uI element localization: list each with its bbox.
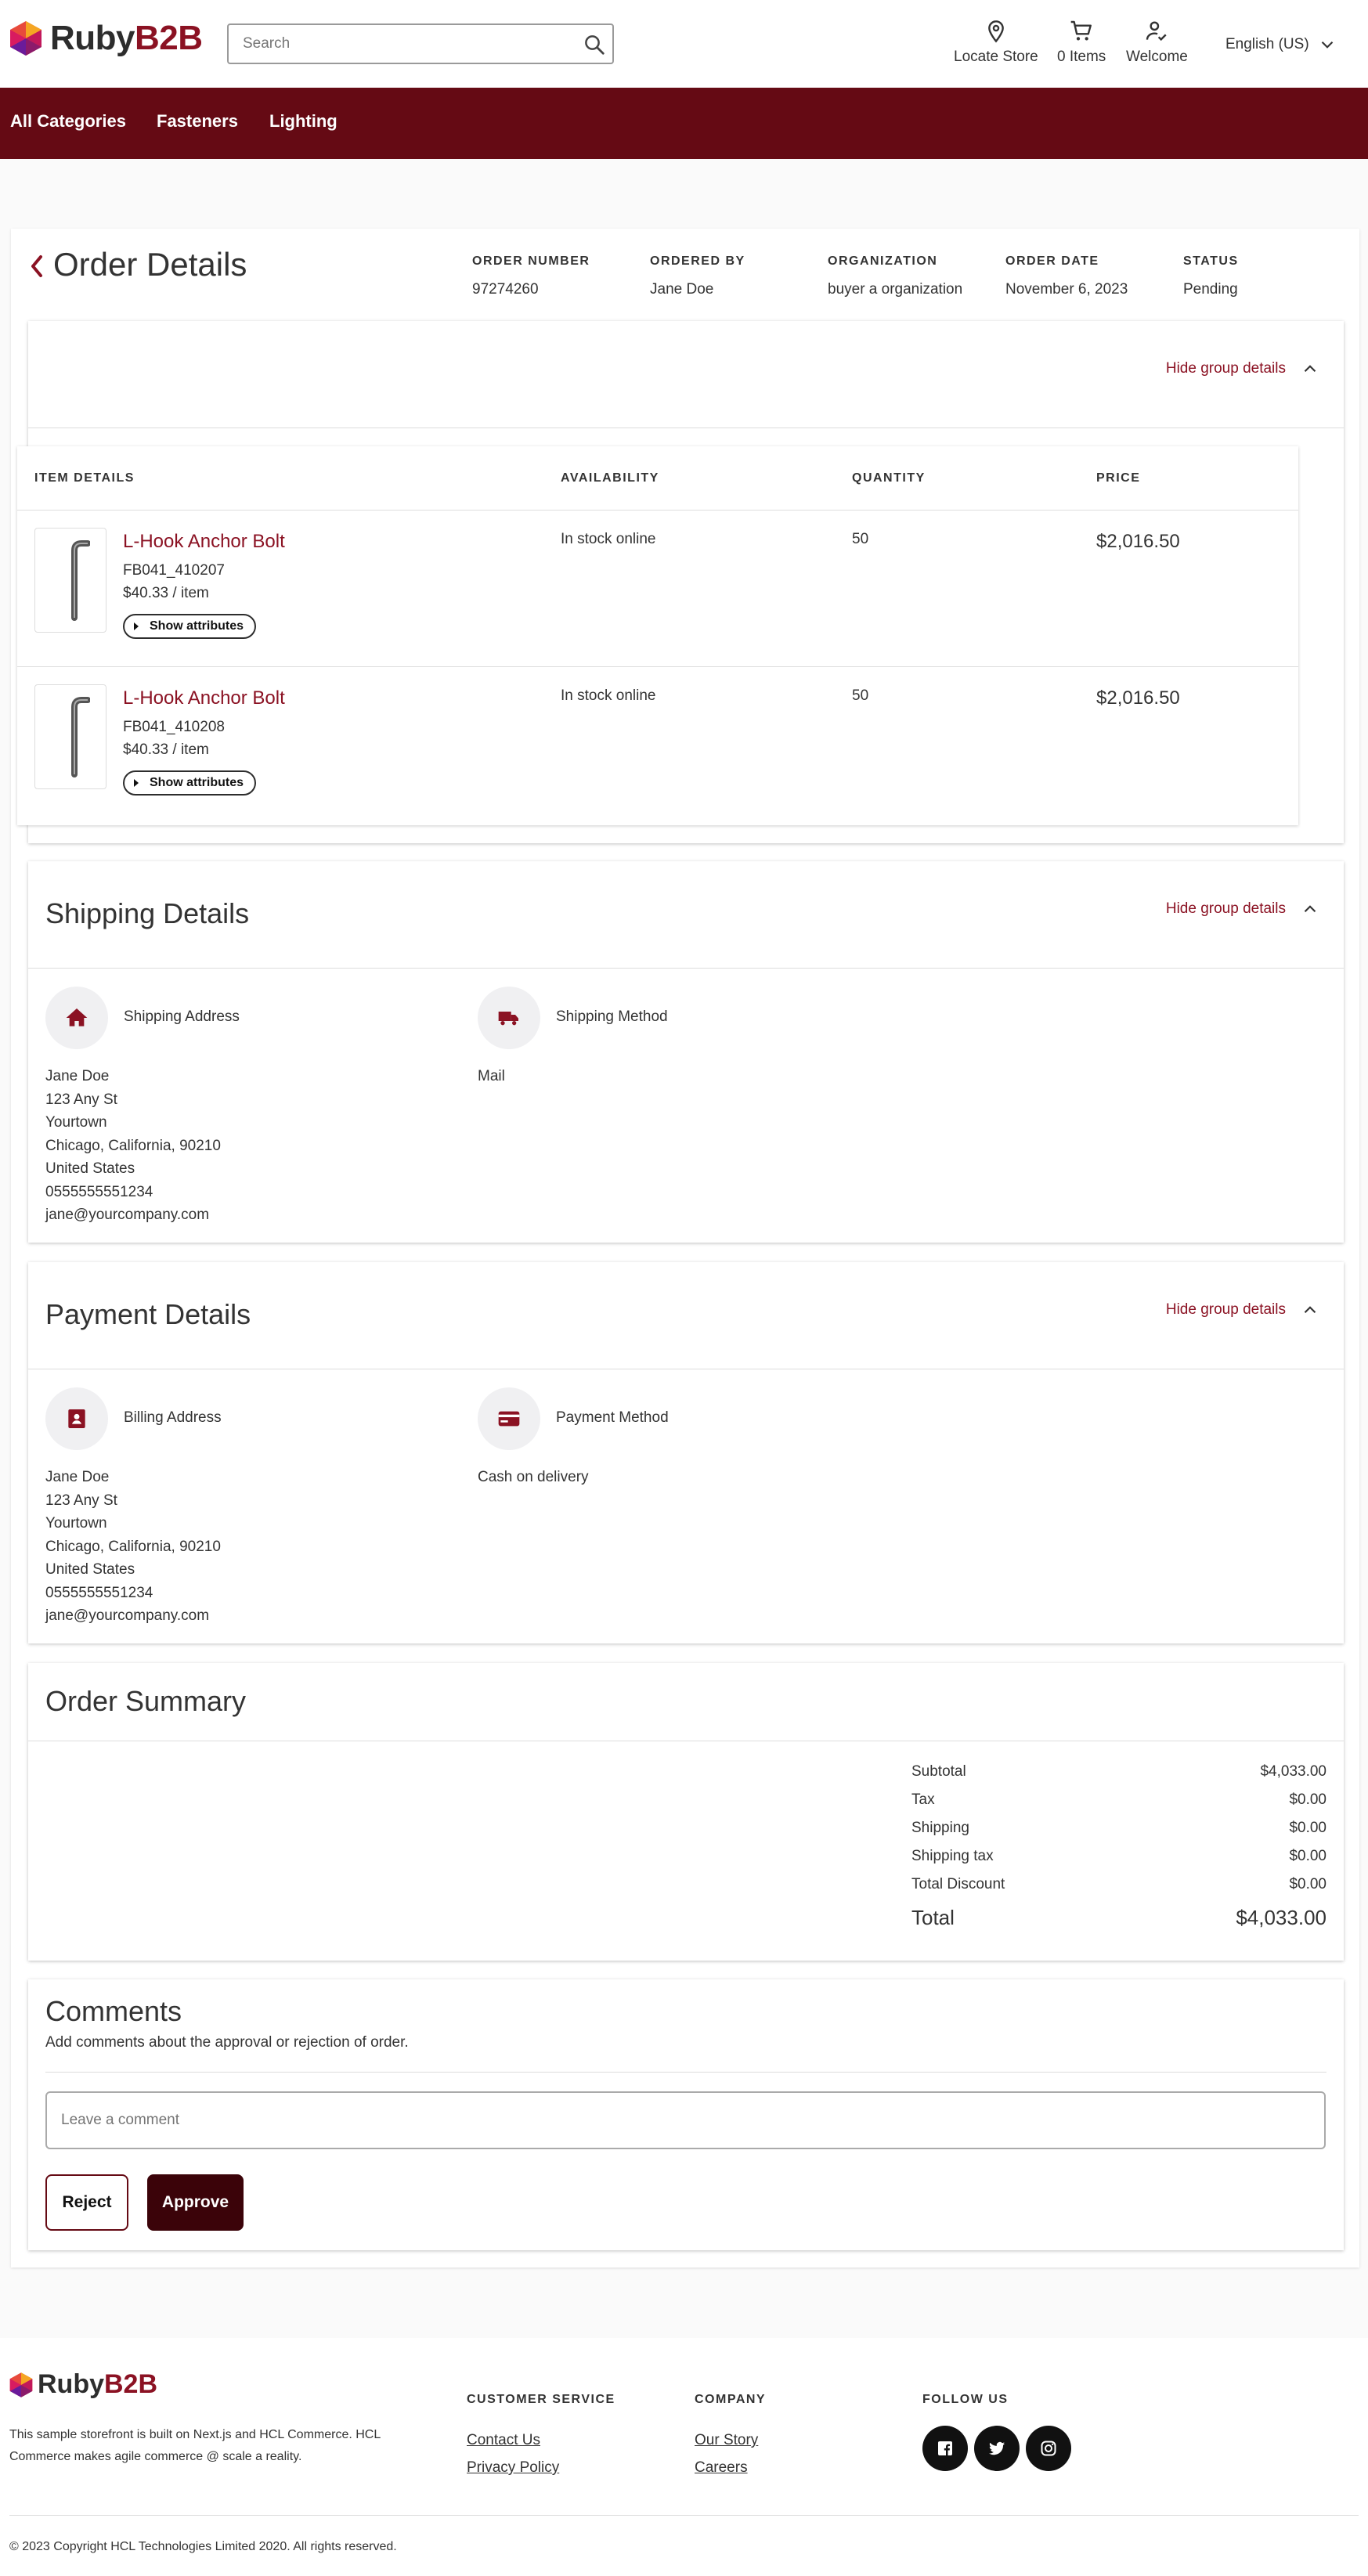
product-name-link[interactable]: L-Hook Anchor Bolt <box>123 531 285 552</box>
cart-link[interactable] <box>1057 19 1106 66</box>
summary-value: $0.00 <box>1289 1876 1326 1892</box>
meta-label: ORDERED BY <box>650 254 745 268</box>
payment-method-icon-circle <box>478 1387 540 1450</box>
summary-value: $0.00 <box>1289 1791 1326 1808</box>
nav-lighting[interactable]: Lighting <box>269 111 337 131</box>
address-line: Jane Doe <box>45 1068 110 1084</box>
site-footer <box>0 2338 1368 2576</box>
cart-count-label: 0 Items <box>1057 49 1106 65</box>
summary-header <box>28 1663 1344 1741</box>
summary-label: Subtotal <box>911 1763 966 1780</box>
l-hook-bolt-image <box>51 693 90 781</box>
address-line: United States <box>45 1561 135 1578</box>
price-value: $2,016.50 <box>1096 531 1180 552</box>
payment-header <box>28 1262 1344 1369</box>
price-value: $2,016.50 <box>1096 687 1180 709</box>
summary-row-subtotal <box>911 1763 1326 1780</box>
twitter-button[interactable] <box>974 2426 1020 2471</box>
account-label: Welcome <box>1126 49 1188 65</box>
address-line: Jane Doe <box>45 1469 110 1485</box>
l-hook-bolt-image <box>51 536 90 624</box>
chevron-up-icon <box>1300 1300 1320 1320</box>
billing-address-icon-circle <box>45 1387 108 1450</box>
hide-group-label: Hide group details <box>1165 360 1286 377</box>
follow-us-heading: FOLLOW US <box>922 2393 1009 2406</box>
hide-group-label: Hide group details <box>1165 1301 1286 1318</box>
meta-label: ORDER NUMBER <box>472 254 590 268</box>
address-line: jane@yourcompany.com <box>45 1207 210 1223</box>
order-number-meta <box>472 254 590 298</box>
meta-value: November 6, 2023 <box>1005 281 1128 298</box>
comments-title: Comments <box>45 1995 182 2027</box>
caret-right-icon <box>131 777 142 788</box>
nav-all-categories[interactable]: All Categories <box>10 111 126 131</box>
quantity-value: 50 <box>852 531 869 547</box>
order-date-meta <box>1005 254 1128 298</box>
summary-row-shipping <box>911 1820 1326 1837</box>
locate-store-label: Locate Store <box>954 49 1038 65</box>
hide-group-details-button[interactable] <box>1166 1300 1320 1320</box>
summary-label: Shipping <box>911 1820 969 1836</box>
meta-value: buyer a organization <box>828 281 963 298</box>
footer-divider <box>9 2515 1359 2516</box>
credit-card-icon <box>496 1406 522 1431</box>
shipping-address-icon-circle <box>45 987 108 1049</box>
status-meta <box>1183 254 1239 298</box>
language-label: English (US) <box>1225 36 1309 52</box>
shipping-method-label: Shipping Method <box>556 1008 668 1025</box>
show-attributes-button[interactable] <box>123 614 256 639</box>
summary-row-total <box>911 1906 1326 1930</box>
search-input[interactable] <box>229 25 558 63</box>
summary-row-tax <box>911 1791 1326 1809</box>
summary-value: $0.00 <box>1289 1848 1326 1864</box>
product-sku: FB041_410207 <box>123 562 225 579</box>
address-line: Yourtown <box>45 1515 107 1532</box>
shipping-details-panel <box>28 861 1344 1243</box>
privacy-policy-link[interactable]: Privacy Policy <box>467 2459 560 2476</box>
table-row <box>17 666 1298 823</box>
page-title: Order Details <box>53 246 247 283</box>
address-line: 0555555551234 <box>45 1183 153 1200</box>
meta-value: Jane Doe <box>650 281 714 298</box>
chevron-up-icon <box>1300 899 1320 919</box>
location-pin-icon <box>984 19 1009 44</box>
brand-name-ruby: Ruby <box>50 19 135 57</box>
nav-fasteners[interactable]: Fasteners <box>157 111 238 131</box>
locate-store-link[interactable] <box>954 19 1038 66</box>
caret-right-icon <box>131 621 142 632</box>
meta-label: ORGANIZATION <box>828 254 938 268</box>
address-line: jane@yourcompany.com <box>45 1607 210 1624</box>
brand-name-ruby: Ruby <box>38 2369 104 2399</box>
address-line: 123 Any St <box>45 1492 117 1509</box>
shipping-method-icon-circle <box>478 987 540 1049</box>
truck-icon <box>496 1005 522 1030</box>
address-line: Chicago, California, 90210 <box>45 1538 221 1555</box>
address-line: Yourtown <box>45 1114 107 1131</box>
show-attributes-label: Show attributes <box>150 776 244 789</box>
summary-label: Total Discount <box>911 1876 1005 1892</box>
product-unit-price: $40.33 / item <box>123 585 209 601</box>
brand-name-b2b: B2B <box>135 19 203 57</box>
user-check-icon <box>1144 19 1169 44</box>
careers-link[interactable]: Careers <box>695 2459 748 2476</box>
twitter-icon <box>987 2439 1006 2458</box>
shipping-method-value: Mail <box>478 1068 505 1084</box>
search-box <box>227 23 614 64</box>
product-thumbnail[interactable] <box>34 528 106 633</box>
reject-button[interactable]: Reject <box>45 2174 128 2231</box>
product-thumbnail[interactable] <box>34 684 106 789</box>
back-arrow-icon[interactable] <box>27 252 47 280</box>
shipping-address <box>45 1065 221 1227</box>
column-header-item-details: ITEM DETAILS <box>34 471 135 485</box>
shipping-title: Shipping Details <box>45 897 250 929</box>
facebook-icon <box>936 2439 955 2458</box>
payment-title: Payment Details <box>45 1298 251 1330</box>
table-row <box>17 510 1298 666</box>
availability-value: In stock online <box>561 531 656 547</box>
customer-service-heading: CUSTOMER SERVICE <box>467 2393 615 2406</box>
column-header-price: PRICE <box>1096 471 1141 485</box>
billing-address-label: Billing Address <box>124 1409 222 1426</box>
chevron-up-icon <box>1300 359 1320 379</box>
items-group-header <box>28 321 1344 428</box>
summary-row-shipping-tax <box>911 1848 1326 1865</box>
quantity-value: 50 <box>852 687 869 704</box>
summary-value: $0.00 <box>1289 1820 1326 1836</box>
column-header-availability: AVAILABILITY <box>561 471 659 485</box>
show-attributes-label: Show attributes <box>150 619 244 633</box>
items-table <box>17 446 1298 825</box>
home-icon <box>64 1005 89 1030</box>
facebook-button[interactable] <box>922 2426 968 2471</box>
cart-icon <box>1069 19 1094 44</box>
payment-method-label: Payment Method <box>556 1409 669 1426</box>
show-attributes-button[interactable] <box>123 770 256 796</box>
address-line: 0555555551234 <box>45 1584 153 1601</box>
instagram-icon <box>1039 2439 1058 2458</box>
meta-label: STATUS <box>1183 254 1239 268</box>
status-badge: Pending <box>1183 281 1238 298</box>
summary-total-value: $4,033.00 <box>1236 1906 1326 1929</box>
footer-description: This sample storefront is built on Next.js and HCL Commerce. HCL Commerce makes agile commerce @ scale a reality. <box>9 2428 381 2463</box>
address-line: Chicago, California, 90210 <box>45 1137 221 1154</box>
instagram-button[interactable] <box>1026 2426 1071 2471</box>
address-line: United States <box>45 1160 135 1177</box>
comments-divider <box>45 2072 1326 2073</box>
product-name-link[interactable]: L-Hook Anchor Bolt <box>123 687 285 709</box>
summary-row-total-discount <box>911 1876 1326 1893</box>
brand-logo[interactable] <box>9 19 203 58</box>
organization-meta <box>828 254 962 298</box>
contact-card-icon <box>64 1406 89 1431</box>
brand-hexagon-icon <box>9 20 42 56</box>
language-selector[interactable] <box>1225 34 1337 55</box>
billing-address <box>45 1466 221 1628</box>
meta-label: ORDER DATE <box>1005 254 1099 268</box>
brand-name-b2b: B2B <box>104 2369 158 2399</box>
brand-hexagon-icon <box>9 2372 33 2398</box>
meta-value: 97274260 <box>472 281 539 298</box>
shipping-address-label: Shipping Address <box>124 1008 240 1025</box>
company-heading: COMPANY <box>695 2393 767 2406</box>
chevron-down-icon <box>1317 34 1337 55</box>
address-line: 123 Any St <box>45 1091 117 1108</box>
copyright-text: © 2023 Copyright HCL Technologies Limited 2020. All rights reserved. <box>9 2540 397 2553</box>
availability-value: In stock online <box>561 687 656 704</box>
account-link[interactable] <box>1126 19 1188 66</box>
our-story-link[interactable]: Our Story <box>695 2432 759 2448</box>
shipping-header <box>28 861 1344 969</box>
ordered-by-meta <box>650 254 745 298</box>
comment-input[interactable] <box>45 2091 1326 2149</box>
contact-us-link[interactable]: Contact Us <box>467 2432 540 2448</box>
column-header-quantity: QUANTITY <box>852 471 926 485</box>
hide-group-details-button[interactable] <box>1166 359 1320 379</box>
hide-group-details-button[interactable] <box>1166 899 1320 919</box>
search-icon[interactable] <box>583 33 606 56</box>
summary-label: Tax <box>911 1791 935 1808</box>
footer-logo[interactable] <box>9 2369 157 2400</box>
summary-value: $4,033.00 <box>1260 1763 1326 1780</box>
approve-button[interactable]: Approve <box>147 2174 244 2231</box>
category-navbar <box>0 88 1368 159</box>
product-sku: FB041_410208 <box>123 719 225 735</box>
hide-group-label: Hide group details <box>1165 900 1286 917</box>
payment-details-panel <box>28 1262 1344 1643</box>
site-header <box>0 0 1368 88</box>
summary-total-label: Total <box>911 1906 955 1929</box>
payment-method-value: Cash on delivery <box>478 1469 589 1485</box>
summary-label: Shipping tax <box>911 1848 994 1864</box>
comments-subtitle: Add comments about the approval or rejection of order. <box>45 2034 409 2051</box>
summary-title: Order Summary <box>45 1685 247 1717</box>
product-unit-price: $40.33 / item <box>123 741 209 758</box>
